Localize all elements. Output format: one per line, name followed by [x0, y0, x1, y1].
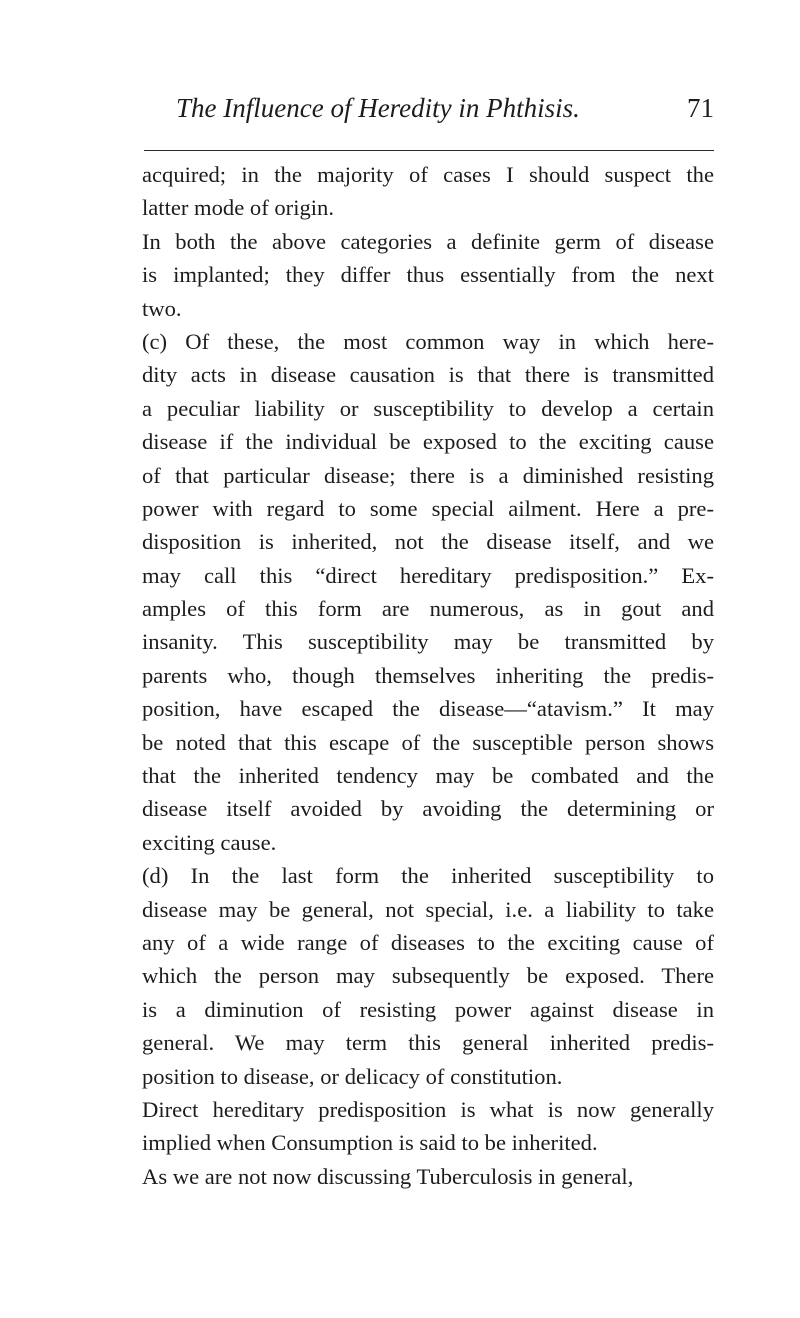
text-line: be noted that this escape of the susceptible person shows: [142, 729, 714, 755]
text-line: is a diminution of resisting power against disease in: [142, 996, 714, 1022]
text-line: insanity. This susceptibility may be transmitted by: [142, 629, 714, 655]
text-line: In both the above categories a definite germ of disease: [142, 228, 714, 254]
text-line: acquired; in the majority of cases I should suspect the: [142, 162, 714, 187]
text-line: parents who, though themselves inheriting the predis-: [142, 662, 714, 688]
text-line: a peculiar liability or susceptibility to develop a certain: [142, 395, 714, 421]
page-number: 71: [687, 93, 714, 123]
text-line: disposition is inherited, not the disease itself, and we: [142, 529, 714, 555]
text-line: of that particular disease; there is a diminished resisting: [142, 462, 714, 488]
text-line: position to disease, or delicacy of constitution.: [142, 1063, 563, 1089]
running-head: [142, 88, 714, 128]
text-line: exciting cause.: [142, 829, 277, 855]
text-line: two.: [142, 295, 182, 321]
text-line: (d) In the last form the inherited susceptibility to: [142, 863, 714, 889]
text-line: As we are not now discussing Tuberculosis in general,: [142, 1163, 634, 1189]
body-text: [142, 158, 714, 1193]
running-title: The Influence of Heredity in Phthisis.: [176, 93, 580, 123]
text-line: general. We may term this general inherited predis-: [142, 1030, 714, 1056]
text-line: is implanted; they differ thus essentially from the next: [142, 262, 714, 288]
text-line: disease may be general, not special, i.e. a liability to take: [142, 896, 714, 922]
text-line: disease if the individual be exposed to the exciting cause: [142, 429, 714, 455]
text-line: any of a wide range of diseases to the exciting cause of: [142, 929, 714, 955]
header-rule: [144, 150, 714, 151]
text-line: amples of this form are numerous, as in gout and: [142, 596, 714, 622]
text-line: which the person may subsequently be exposed. There: [142, 963, 714, 989]
text-line: power with regard to some special ailment. Here a pre-: [142, 495, 714, 521]
text-line: dity acts in disease causation is that there is transmitted: [142, 362, 714, 388]
text-line: that the inherited tendency may be combated and the: [142, 763, 714, 789]
text-line: (c) Of these, the most common way in which here-: [142, 328, 714, 354]
text-line: position, have escaped the disease—“atavism.” It may: [142, 696, 714, 722]
text-line: may call this “direct hereditary predisposition.” Ex-: [142, 562, 714, 588]
text-line: Direct hereditary predisposition is what is now generally: [142, 1096, 714, 1122]
text-line: latter mode of origin.: [142, 195, 334, 221]
text-line: implied when Consumption is said to be inherited.: [142, 1130, 598, 1156]
text-line: disease itself avoided by avoiding the determining or: [142, 796, 714, 822]
